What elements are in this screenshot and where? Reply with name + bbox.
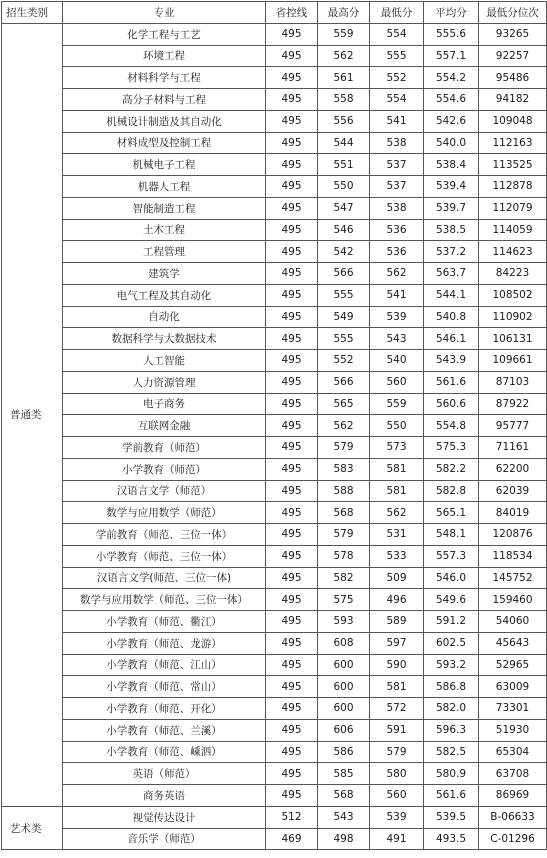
table-row (2, 480, 547, 502)
control-line-cell: 495 (266, 393, 318, 415)
major-cell: 小学教育（师范、常山） (63, 676, 266, 698)
avg-score-cell: 555.6 (424, 23, 479, 45)
min-score-cell: 552 (370, 67, 424, 89)
min-score-cell: 537 (370, 176, 424, 198)
min-rank-cell: 93265 (479, 23, 547, 45)
table-row (2, 589, 547, 611)
min-score-cell: 554 (370, 23, 424, 45)
max-score-cell: 547 (318, 197, 370, 219)
avg-score-cell: 546.1 (424, 328, 479, 350)
table-row (2, 89, 547, 111)
control-line-cell: 495 (266, 502, 318, 524)
control-line-cell: 495 (266, 350, 318, 372)
header-row (2, 2, 547, 24)
avg-score-cell: 538.5 (424, 219, 479, 241)
control-line-cell: 495 (266, 89, 318, 111)
table-row (2, 785, 547, 807)
min-score-cell: 543 (370, 328, 424, 350)
control-line-cell: 495 (266, 415, 318, 437)
min-rank-cell: 92257 (479, 45, 547, 67)
major-cell: 高分子材料与工程 (63, 89, 266, 111)
min-score-cell: 580 (370, 763, 424, 785)
control-line-cell: 495 (266, 67, 318, 89)
max-score-cell: 555 (318, 328, 370, 350)
min-rank-cell: 65304 (479, 741, 547, 763)
table-row (2, 371, 547, 393)
control-line-cell: 495 (266, 241, 318, 263)
major-cell: 小学教育（师范、龙游） (63, 632, 266, 654)
min-rank-cell: 95486 (479, 67, 547, 89)
min-score-cell: 560 (370, 785, 424, 807)
min-score-cell: 597 (370, 632, 424, 654)
min-rank-cell: 71161 (479, 437, 547, 459)
min-score-cell: 491 (370, 828, 424, 850)
control-line-cell: 495 (266, 785, 318, 807)
min-score-cell: 581 (370, 480, 424, 502)
avg-score-cell: 493.5 (424, 828, 479, 850)
control-line-cell: 495 (266, 719, 318, 741)
avg-score-cell: 582.0 (424, 698, 479, 720)
avg-score-cell: 582.8 (424, 480, 479, 502)
max-score-cell: 588 (318, 480, 370, 502)
control-line-cell: 495 (266, 328, 318, 350)
major-cell: 音乐学（师范） (63, 828, 266, 850)
min-score-cell: 496 (370, 589, 424, 611)
header-min-rank: 最低分位次 (479, 2, 547, 24)
max-score-cell: 543 (318, 806, 370, 828)
major-cell: 汉语言文学(师范、三位一体) (63, 567, 266, 589)
max-score-cell: 542 (318, 241, 370, 263)
min-score-cell: 554 (370, 89, 424, 111)
table-row (2, 458, 547, 480)
max-score-cell: 566 (318, 371, 370, 393)
major-cell: 智能制造工程 (63, 197, 266, 219)
major-cell: 工程管理 (63, 241, 266, 263)
major-cell: 自动化 (63, 306, 266, 328)
min-score-cell: 538 (370, 197, 424, 219)
min-score-cell: 550 (370, 415, 424, 437)
min-score-cell: 531 (370, 524, 424, 546)
control-line-cell: 495 (266, 437, 318, 459)
control-line-cell: 495 (266, 219, 318, 241)
avg-score-cell: 582.5 (424, 741, 479, 763)
min-rank-cell: C-01296 (479, 828, 547, 850)
max-score-cell: 582 (318, 567, 370, 589)
min-rank-cell: 112163 (479, 132, 547, 154)
table-row (2, 393, 547, 415)
control-line-cell: 495 (266, 676, 318, 698)
table-row (2, 110, 547, 132)
min-rank-cell: 84019 (479, 502, 547, 524)
min-rank-cell: B-06633 (479, 806, 547, 828)
table-row (2, 219, 547, 241)
table-row (2, 197, 547, 219)
max-score-cell: 558 (318, 89, 370, 111)
header-category: 招生类别 (2, 2, 63, 24)
table-row (2, 654, 547, 676)
min-rank-cell: 51930 (479, 719, 547, 741)
min-score-cell: 590 (370, 654, 424, 676)
major-cell: 数据科学与大数据技术 (63, 328, 266, 350)
control-line-cell: 495 (266, 741, 318, 763)
min-rank-cell: 54060 (479, 611, 547, 633)
max-score-cell: 583 (318, 458, 370, 480)
min-score-cell: 591 (370, 719, 424, 741)
major-cell: 学前教育（师范、三位一体） (63, 524, 266, 546)
table-row (2, 676, 547, 698)
major-cell: 小学教育（师范、开化） (63, 698, 266, 720)
max-score-cell: 561 (318, 67, 370, 89)
avg-score-cell: 554.8 (424, 415, 479, 437)
table-row (2, 415, 547, 437)
avg-score-cell: 586.8 (424, 676, 479, 698)
major-cell: 机械电子工程 (63, 154, 266, 176)
avg-score-cell: 602.5 (424, 632, 479, 654)
avg-score-cell: 561.6 (424, 371, 479, 393)
max-score-cell: 600 (318, 654, 370, 676)
control-line-cell: 495 (266, 654, 318, 676)
min-rank-cell: 109661 (479, 350, 547, 372)
table-row (2, 437, 547, 459)
min-score-cell: 537 (370, 154, 424, 176)
min-rank-cell: 114059 (479, 219, 547, 241)
min-rank-cell: 159460 (479, 589, 547, 611)
major-cell: 小学教育（师范） (63, 458, 266, 480)
avg-score-cell: 546.0 (424, 567, 479, 589)
max-score-cell: 568 (318, 502, 370, 524)
min-score-cell: 539 (370, 806, 424, 828)
table-body (2, 23, 547, 850)
table-row (2, 241, 547, 263)
major-cell: 互联网金融 (63, 415, 266, 437)
control-line-cell: 495 (266, 371, 318, 393)
min-rank-cell: 145752 (479, 567, 547, 589)
major-cell: 汉语言文学（师范） (63, 480, 266, 502)
min-rank-cell: 62039 (479, 480, 547, 502)
header-max-score: 最高分 (318, 2, 370, 24)
header-avg-score: 平均分 (424, 2, 479, 24)
major-cell: 视觉传达设计 (63, 806, 266, 828)
avg-score-cell: 539.7 (424, 197, 479, 219)
table-row (2, 306, 547, 328)
major-cell: 数学与应用数学（师范） (63, 502, 266, 524)
max-score-cell: 565 (318, 393, 370, 415)
control-line-cell: 495 (266, 545, 318, 567)
min-rank-cell: 108502 (479, 284, 547, 306)
control-line-cell: 495 (266, 458, 318, 480)
max-score-cell: 568 (318, 785, 370, 807)
table-row (2, 741, 547, 763)
min-rank-cell: 63708 (479, 763, 547, 785)
major-cell: 建筑学 (63, 263, 266, 285)
control-line-cell: 495 (266, 567, 318, 589)
major-cell: 小学教育（师范、嵊泗） (63, 741, 266, 763)
major-cell: 材料成型及控制工程 (63, 132, 266, 154)
avg-score-cell: 544.1 (424, 284, 479, 306)
major-cell: 电子商务 (63, 393, 266, 415)
table-row (2, 154, 547, 176)
avg-score-cell: 549.6 (424, 589, 479, 611)
major-cell: 商务英语 (63, 785, 266, 807)
control-line-cell: 495 (266, 197, 318, 219)
max-score-cell: 606 (318, 719, 370, 741)
table-row (2, 545, 547, 567)
min-rank-cell: 52965 (479, 654, 547, 676)
avg-score-cell: 593.2 (424, 654, 479, 676)
max-score-cell: 556 (318, 110, 370, 132)
table-row (2, 632, 547, 654)
table-row (2, 719, 547, 741)
max-score-cell: 546 (318, 219, 370, 241)
control-line-cell: 512 (266, 806, 318, 828)
max-score-cell: 544 (318, 132, 370, 154)
max-score-cell: 585 (318, 763, 370, 785)
table-row (2, 45, 547, 67)
max-score-cell: 551 (318, 154, 370, 176)
control-line-cell: 495 (266, 23, 318, 45)
min-rank-cell: 45643 (479, 632, 547, 654)
avg-score-cell: 565.1 (424, 502, 479, 524)
min-rank-cell: 120876 (479, 524, 547, 546)
max-score-cell: 579 (318, 437, 370, 459)
major-cell: 机械设计制造及其自动化 (63, 110, 266, 132)
header-min-score: 最低分 (370, 2, 424, 24)
max-score-cell: 559 (318, 23, 370, 45)
table-row (2, 567, 547, 589)
min-rank-cell: 113525 (479, 154, 547, 176)
table-row (2, 502, 547, 524)
control-line-cell: 495 (266, 110, 318, 132)
major-cell: 英语（师范） (63, 763, 266, 785)
max-score-cell: 549 (318, 306, 370, 328)
table-row (2, 284, 547, 306)
max-score-cell: 562 (318, 45, 370, 67)
control-line-cell: 495 (266, 698, 318, 720)
table-row (2, 350, 547, 372)
max-score-cell: 562 (318, 415, 370, 437)
min-score-cell: 572 (370, 698, 424, 720)
table-row (2, 328, 547, 350)
min-score-cell: 562 (370, 263, 424, 285)
avg-score-cell: 561.6 (424, 785, 479, 807)
min-rank-cell: 114623 (479, 241, 547, 263)
min-score-cell: 559 (370, 393, 424, 415)
min-score-cell: 560 (370, 371, 424, 393)
table-header (2, 2, 547, 24)
min-score-cell: 581 (370, 676, 424, 698)
min-score-cell: 536 (370, 219, 424, 241)
major-cell: 小学教育（师范、三位一体） (63, 545, 266, 567)
avg-score-cell: 542.6 (424, 110, 479, 132)
max-score-cell: 608 (318, 632, 370, 654)
min-score-cell: 555 (370, 45, 424, 67)
table-row (2, 698, 547, 720)
max-score-cell: 600 (318, 698, 370, 720)
min-score-cell: 573 (370, 437, 424, 459)
avg-score-cell: 557.3 (424, 545, 479, 567)
min-score-cell: 540 (370, 350, 424, 372)
min-score-cell: 581 (370, 458, 424, 480)
min-rank-cell: 62200 (479, 458, 547, 480)
major-cell: 材料科学与工程 (63, 67, 266, 89)
avg-score-cell: 537.2 (424, 241, 479, 263)
major-cell: 化学工程与工艺 (63, 23, 266, 45)
max-score-cell: 566 (318, 263, 370, 285)
max-score-cell: 550 (318, 176, 370, 198)
control-line-cell: 495 (266, 263, 318, 285)
min-score-cell: 536 (370, 241, 424, 263)
min-rank-cell: 95777 (479, 415, 547, 437)
min-rank-cell: 73301 (479, 698, 547, 720)
control-line-cell: 495 (266, 611, 318, 633)
avg-score-cell: 540.0 (424, 132, 479, 154)
control-line-cell: 495 (266, 45, 318, 67)
major-cell: 小学教育（师范、江山） (63, 654, 266, 676)
major-cell: 学前教育（师范） (63, 437, 266, 459)
avg-score-cell: 548.1 (424, 524, 479, 546)
major-cell: 人力资源管理 (63, 371, 266, 393)
table-row (2, 828, 547, 850)
min-score-cell: 539 (370, 306, 424, 328)
min-rank-cell: 112079 (479, 197, 547, 219)
avg-score-cell: 560.6 (424, 393, 479, 415)
table-row (2, 176, 547, 198)
control-line-cell: 495 (266, 524, 318, 546)
min-rank-cell: 84223 (479, 263, 547, 285)
major-cell: 人工智能 (63, 350, 266, 372)
table-row (2, 67, 547, 89)
major-cell: 土木工程 (63, 219, 266, 241)
min-rank-cell: 87922 (479, 393, 547, 415)
avg-score-cell: 580.9 (424, 763, 479, 785)
avg-score-cell: 591.2 (424, 611, 479, 633)
control-line-cell: 495 (266, 284, 318, 306)
control-line-cell: 495 (266, 132, 318, 154)
max-score-cell: 586 (318, 741, 370, 763)
min-score-cell: 562 (370, 502, 424, 524)
avg-score-cell: 543.9 (424, 350, 479, 372)
min-score-cell: 541 (370, 110, 424, 132)
min-rank-cell: 110902 (479, 306, 547, 328)
category-cell: 普通类 (2, 23, 63, 806)
header-major: 专业 (63, 2, 266, 24)
control-line-cell: 495 (266, 176, 318, 198)
avg-score-cell: 538.4 (424, 154, 479, 176)
table-row (2, 132, 547, 154)
header-control-line: 省控线 (266, 2, 318, 24)
min-rank-cell: 87103 (479, 371, 547, 393)
major-cell: 机器人工程 (63, 176, 266, 198)
avg-score-cell: 554.2 (424, 67, 479, 89)
max-score-cell: 593 (318, 611, 370, 633)
table-row (2, 611, 547, 633)
control-line-cell: 495 (266, 306, 318, 328)
avg-score-cell: 540.8 (424, 306, 479, 328)
avg-score-cell: 575.3 (424, 437, 479, 459)
min-rank-cell: 106131 (479, 328, 547, 350)
max-score-cell: 575 (318, 589, 370, 611)
min-score-cell: 533 (370, 545, 424, 567)
min-score-cell: 538 (370, 132, 424, 154)
control-line-cell: 495 (266, 763, 318, 785)
control-line-cell: 495 (266, 632, 318, 654)
avg-score-cell: 563.7 (424, 263, 479, 285)
min-score-cell: 589 (370, 611, 424, 633)
avg-score-cell: 539.4 (424, 176, 479, 198)
admission-score-table (1, 1, 547, 850)
control-line-cell: 469 (266, 828, 318, 850)
min-score-cell: 509 (370, 567, 424, 589)
min-rank-cell: 118534 (479, 545, 547, 567)
major-cell: 环境工程 (63, 45, 266, 67)
control-line-cell: 495 (266, 154, 318, 176)
max-score-cell: 579 (318, 524, 370, 546)
max-score-cell: 552 (318, 350, 370, 372)
major-cell: 数学与应用数学（师范、三位一体） (63, 589, 266, 611)
avg-score-cell: 557.1 (424, 45, 479, 67)
major-cell: 小学教育（师范、衢江） (63, 611, 266, 633)
max-score-cell: 498 (318, 828, 370, 850)
control-line-cell: 495 (266, 589, 318, 611)
table-row (2, 524, 547, 546)
avg-score-cell: 596.3 (424, 719, 479, 741)
avg-score-cell: 582.2 (424, 458, 479, 480)
min-score-cell: 541 (370, 284, 424, 306)
table-row (2, 23, 547, 45)
control-line-cell: 495 (266, 480, 318, 502)
min-rank-cell: 63009 (479, 676, 547, 698)
min-rank-cell: 86969 (479, 785, 547, 807)
major-cell: 电气工程及其自动化 (63, 284, 266, 306)
max-score-cell: 555 (318, 284, 370, 306)
min-rank-cell: 112878 (479, 176, 547, 198)
avg-score-cell: 539.5 (424, 806, 479, 828)
max-score-cell: 578 (318, 545, 370, 567)
avg-score-cell: 554.6 (424, 89, 479, 111)
min-score-cell: 579 (370, 741, 424, 763)
min-rank-cell: 94182 (479, 89, 547, 111)
table-row (2, 263, 547, 285)
category-cell: 艺术类 (2, 806, 63, 850)
min-rank-cell: 109048 (479, 110, 547, 132)
max-score-cell: 600 (318, 676, 370, 698)
table-row (2, 763, 547, 785)
major-cell: 小学教育（师范、兰溪） (63, 719, 266, 741)
table-row (2, 806, 547, 828)
